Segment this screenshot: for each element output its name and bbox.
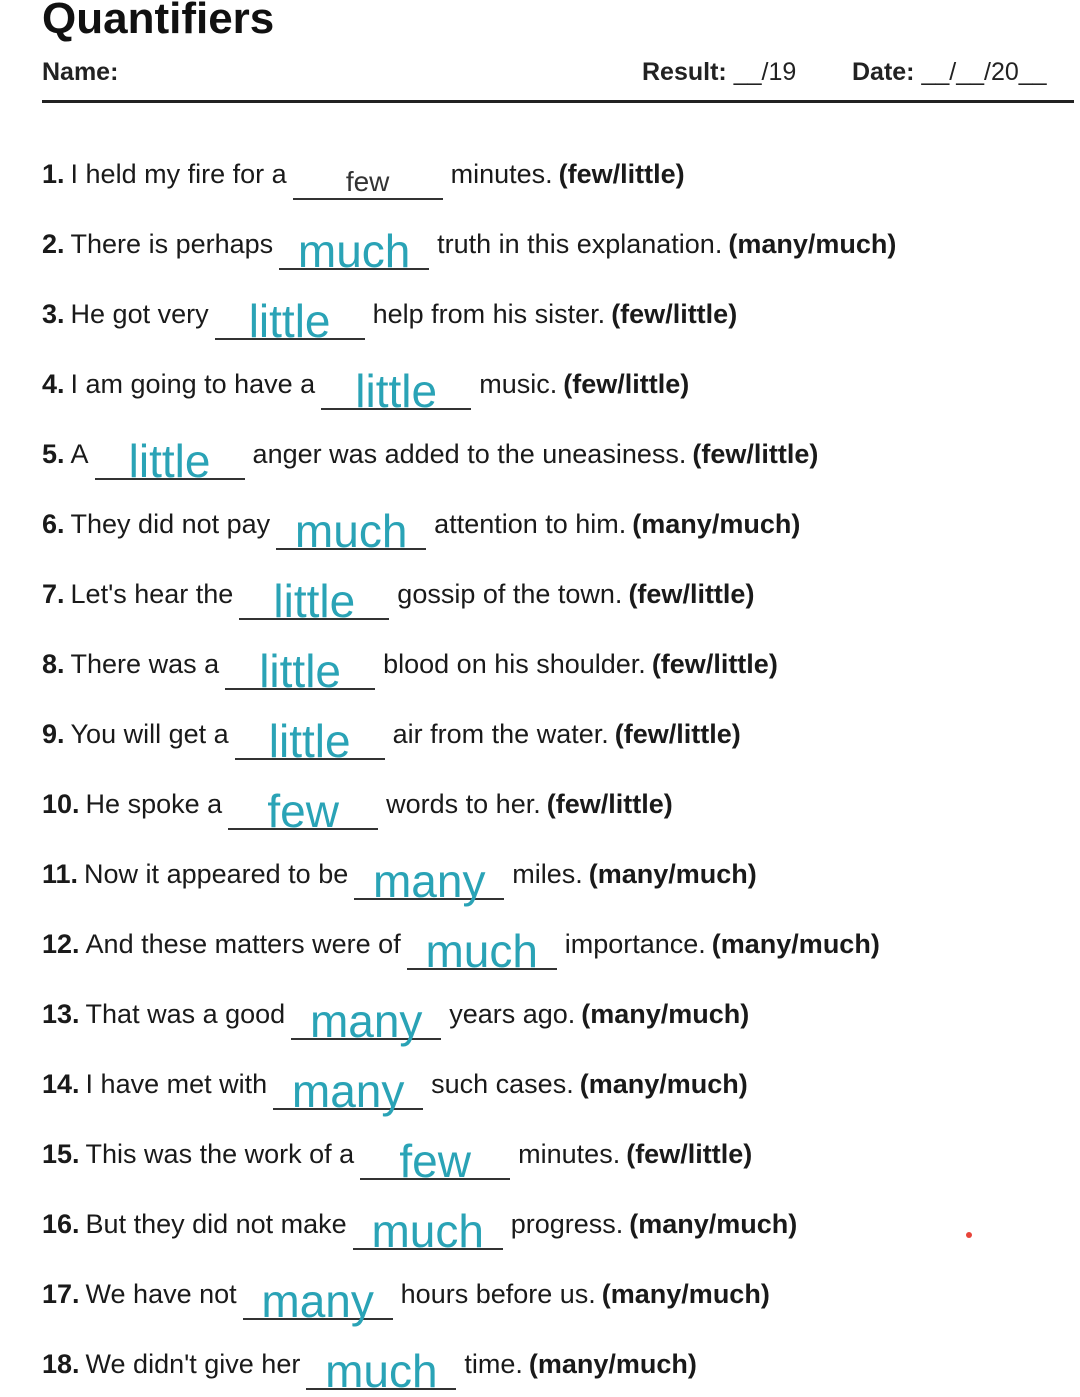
answer-blank[interactable] [321, 365, 471, 417]
question-text-before: But they did not make [85, 1209, 347, 1239]
question-item [42, 1250, 1072, 1327]
question-text-after: years ago. [449, 999, 576, 1029]
question-text-before: Now it appeared to be [84, 859, 349, 889]
question-text-before: Let's hear the [70, 579, 234, 609]
question-item [42, 1180, 1072, 1257]
question-text-before: We have not [85, 1279, 237, 1309]
question-text-before: There is perhaps [70, 229, 274, 259]
question-number: 13. [42, 999, 80, 1029]
question-item [42, 200, 1072, 277]
question-text-after: attention to him. [434, 509, 627, 539]
answer-blank[interactable] [235, 715, 385, 767]
question-text-after: blood on his shoulder. [383, 649, 646, 679]
question-text-after: such cases. [431, 1069, 574, 1099]
question-number: 2. [42, 229, 65, 259]
result-blank: __/19 [733, 58, 797, 86]
handwritten-answer: little [128, 435, 211, 487]
question-text-after: minutes. [450, 159, 553, 189]
question-item [42, 340, 1072, 417]
answer-blank[interactable] [273, 1065, 423, 1117]
question-number: 5. [42, 439, 65, 469]
question-number: 18. [42, 1349, 80, 1379]
question-number: 15. [42, 1139, 80, 1169]
result-field [642, 58, 796, 87]
question-number: 10. [42, 789, 80, 819]
answer-options: (many/much) [588, 859, 757, 889]
question-text-before: You will get a [70, 719, 229, 749]
question-item [42, 410, 1072, 487]
question-number: 7. [42, 579, 65, 609]
answer-blank[interactable] [228, 785, 378, 837]
answer-options: (many/much) [528, 1349, 697, 1379]
answer-options: (many/much) [728, 229, 897, 259]
answer-options: (many/much) [629, 1209, 798, 1239]
answer-options: (many/much) [581, 999, 750, 1029]
handwritten-answer: much [425, 925, 538, 977]
question-text-before: I have met with [85, 1069, 268, 1099]
question-item [42, 760, 1072, 837]
handwritten-answer: little [268, 715, 351, 767]
question-text-before: That was a good [85, 999, 286, 1029]
answer-options: (few/little) [628, 579, 755, 609]
answer-options: (many/much) [711, 929, 880, 959]
handwritten-answer: few [267, 785, 339, 837]
answer-options: (many/much) [632, 509, 801, 539]
answer-blank[interactable] [360, 1135, 510, 1187]
answer-options: (few/little) [614, 719, 741, 749]
question-text-after: words to her. [386, 789, 541, 819]
red-dot-mark [966, 1232, 972, 1238]
answer-options: (many/much) [579, 1069, 748, 1099]
answer-options: (few/little) [692, 439, 819, 469]
handwritten-answer: much [294, 505, 408, 557]
question-text-after: miles. [512, 859, 583, 889]
question-item [42, 550, 1072, 627]
question-number: 17. [42, 1279, 80, 1309]
question-item [42, 1110, 1072, 1187]
question-text-after: anger was added to the uneasiness. [252, 439, 687, 469]
question-text-before: This was the work of a [85, 1139, 355, 1169]
answer-blank[interactable] [276, 505, 426, 557]
question-number: 1. [42, 159, 65, 189]
question-text-after: importance. [564, 929, 706, 959]
question-text-after: help from his sister. [372, 299, 606, 329]
question-text-before: There was a [70, 649, 220, 679]
handwritten-answer: much [371, 1205, 484, 1257]
question-number: 14. [42, 1069, 80, 1099]
question-text-after: air from the water. [392, 719, 609, 749]
answer-options: (few/little) [651, 649, 778, 679]
question-text-before: We didn't give her [85, 1349, 301, 1379]
question-number: 9. [42, 719, 65, 749]
question-text-before: He spoke a [85, 789, 223, 819]
answer-blank[interactable] [225, 645, 375, 697]
answer-blank[interactable] [291, 995, 441, 1047]
question-item [42, 1320, 1072, 1397]
question-text-after: progress. [510, 1209, 624, 1239]
question-item [42, 480, 1072, 557]
question-text-after: hours before us. [400, 1279, 596, 1309]
handwritten-answer: many [291, 1065, 405, 1117]
handwritten-answer: many [261, 1275, 374, 1327]
answer-blank[interactable] [279, 225, 429, 277]
question-text-before: He got very [70, 299, 209, 329]
answer-options: (few/little) [626, 1139, 753, 1169]
answer-options: (few/little) [611, 299, 738, 329]
handwritten-answer: little [248, 295, 331, 347]
handwritten-answer: little [259, 645, 342, 697]
answer-blank[interactable] [243, 1275, 393, 1327]
question-number: 4. [42, 369, 65, 399]
answer-blank[interactable] [407, 925, 557, 977]
question-list [42, 130, 1072, 1397]
date-field [852, 58, 1047, 87]
question-number: 12. [42, 929, 80, 959]
handwritten-answer: little [273, 575, 356, 627]
question-text-after: minutes. [518, 1139, 621, 1169]
handwritten-answer: few [399, 1135, 471, 1187]
question-number: 6. [42, 509, 65, 539]
handwritten-answer: little [355, 365, 438, 417]
handwritten-answer: much [297, 225, 411, 277]
question-number: 11. [42, 859, 79, 889]
header-divider [42, 100, 1074, 103]
question-number: 16. [42, 1209, 80, 1239]
question-item [42, 900, 1072, 977]
question-text-before: And these matters were of [85, 929, 401, 959]
answer-blank[interactable] [95, 435, 245, 487]
name-label: Name: [42, 58, 119, 86]
question-text-before: They did not pay [70, 509, 271, 539]
answer-blank[interactable] [306, 1345, 456, 1397]
page-title: Quantifiers [42, 0, 275, 43]
answer-blank[interactable] [215, 295, 365, 347]
question-text-before: I am going to have a [70, 369, 316, 399]
question-text-after: gossip of the town. [397, 579, 623, 609]
question-item [42, 830, 1072, 907]
handwritten-answer: much [325, 1345, 438, 1397]
handwritten-answer: many [309, 995, 423, 1047]
result-label: Result: [642, 58, 727, 86]
question-item [42, 690, 1072, 767]
answer-blank[interactable] [353, 1205, 503, 1257]
question-text-after: truth in this explanation. [437, 229, 723, 259]
question-item [42, 970, 1072, 1047]
answer-options: (few/little) [546, 789, 673, 819]
question-text-before: I held my fire for a [70, 159, 287, 189]
question-item [42, 620, 1072, 697]
answer-options: (few/little) [563, 369, 690, 399]
answer-options: (many/much) [601, 1279, 770, 1309]
question-text-after: time. [464, 1349, 523, 1379]
question-item [42, 270, 1072, 347]
answer-options: (few/little) [558, 159, 685, 189]
answer-blank[interactable] [293, 156, 443, 200]
question-text-before: A [70, 439, 89, 469]
question-text-after: music. [479, 369, 558, 399]
date-blank: __/__/20__ [921, 58, 1047, 86]
question-number: 3. [42, 299, 65, 329]
question-item [42, 1040, 1072, 1117]
handwritten-answer: few [345, 166, 390, 197]
answer-blank[interactable] [354, 855, 504, 907]
answer-blank[interactable] [239, 575, 389, 627]
handwritten-answer: many [372, 855, 486, 907]
question-item [42, 130, 1072, 200]
date-label: Date: [852, 58, 915, 86]
question-number: 8. [42, 649, 65, 679]
